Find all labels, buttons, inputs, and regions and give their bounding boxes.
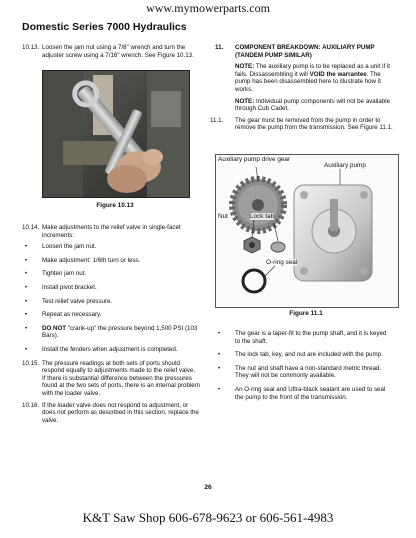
step-text: The gear must be removed from the pump in order to remove the pump from the transmission. See Figure 11.1. bbox=[235, 116, 393, 132]
note-availability bbox=[215, 98, 393, 113]
bullet: • bbox=[218, 385, 221, 393]
section-number: 11. bbox=[215, 44, 224, 51]
callout-drive-gear: Auxiliary pump drive gear bbox=[218, 156, 291, 163]
step-text: Loosen the jam nut using a 7/8" wrench and turn the adjuster screw using a 7/16" wrench. See Figure 10.13. bbox=[42, 44, 194, 59]
list-item-text: The lock tab, key, and nut are included with the pump. bbox=[235, 351, 383, 359]
list-item bbox=[22, 243, 200, 251]
step-10-15 bbox=[22, 360, 200, 398]
page-number: 26 bbox=[204, 484, 212, 491]
list-item-text: The nut and shaft have a non-standard metric thread. They will not be commonly available. bbox=[235, 364, 382, 380]
list-item bbox=[22, 270, 200, 278]
list-item-text: Make adjustment: 1/6th turn or less. bbox=[42, 256, 141, 264]
right-column bbox=[210, 44, 393, 136]
list-item-text: Install pivot bracket. bbox=[42, 283, 97, 291]
step-10-14 bbox=[22, 224, 200, 239]
callout-lock-tab: Lock tab bbox=[250, 213, 275, 220]
note-label: NOTE: bbox=[235, 63, 255, 71]
drive-gear-icon bbox=[232, 179, 284, 231]
step-11-1 bbox=[210, 116, 393, 132]
list-item bbox=[215, 351, 393, 359]
list-item bbox=[22, 346, 200, 354]
figure-11-1-caption: Figure 11.1 bbox=[289, 310, 323, 317]
list-item bbox=[215, 330, 393, 345]
warranty-bold: VOID the warrantee bbox=[309, 70, 367, 78]
warning-bold: DO NOT bbox=[42, 324, 67, 332]
step-10-13 bbox=[22, 44, 200, 59]
section-title: COMPONENT BREAKDOWN: AUXILIARY PUMP (TANDEM PUMP SIMILAR) bbox=[235, 44, 375, 59]
callout-nut: Nut bbox=[218, 213, 228, 220]
list-item bbox=[22, 284, 200, 292]
list-item-text: An O-ring seal and Ultra-black sealant are used to seal the pump to the front of the transmission. bbox=[235, 385, 386, 401]
list-item-text: Repeat as necessary. bbox=[42, 311, 102, 319]
figure-10-13-photo bbox=[42, 70, 190, 198]
list-item bbox=[22, 325, 200, 340]
left-column-lower bbox=[22, 224, 200, 428]
bullet: • bbox=[25, 324, 28, 332]
step-number: 10.14. bbox=[22, 224, 40, 231]
left-column bbox=[22, 44, 200, 63]
step-text: Make adjustments to the relief valve in single-facet increments: bbox=[42, 224, 181, 239]
bullet: • bbox=[218, 351, 221, 359]
figure-11-1 bbox=[215, 154, 399, 308]
note-text: Individual pump components will not be available through Cub Cadet. bbox=[235, 97, 391, 113]
list-item-text: The gear is a taper-fit to the pump shaft, and it is keyed to the shaft. bbox=[235, 330, 387, 345]
step-number: 11.1. bbox=[210, 116, 224, 124]
step-10-16 bbox=[22, 402, 200, 425]
bullet: • bbox=[25, 256, 28, 264]
bullet: • bbox=[218, 364, 221, 372]
wrench-adjustment-photo bbox=[43, 71, 189, 197]
step-text: The pressure readings at both sets of ports should respond equally to adjustments made to the relief valve. If there is substantial difference between the pressures found at the two sets of ports, there is an internal problem with the loader valve. bbox=[42, 359, 200, 397]
list-item bbox=[22, 257, 200, 265]
callout-pump: Auxiliary pump bbox=[324, 162, 366, 169]
section-heading bbox=[215, 44, 393, 59]
auxiliary-pump-photo bbox=[216, 155, 398, 307]
lock-tab-icon bbox=[271, 242, 285, 252]
callout-o-ring: O-ring seal bbox=[266, 259, 298, 266]
bullet: • bbox=[25, 345, 28, 353]
step-number: 10.13. bbox=[22, 44, 40, 51]
list-item-text: Test relief valve pressure. bbox=[42, 297, 113, 305]
note-label: NOTE: bbox=[235, 97, 255, 105]
note-text: The auxiliary pump is to be replaced as a unit if it fails. Dissassembling it will bbox=[235, 63, 390, 78]
bullet: • bbox=[218, 330, 221, 337]
note-text: . The pump has been disassembled here to illustrate how it works. bbox=[235, 70, 381, 93]
o-ring-icon bbox=[243, 270, 265, 292]
list-item bbox=[215, 386, 393, 401]
website-banner: www.mymowerparts.com bbox=[146, 1, 270, 15]
list-item bbox=[22, 298, 200, 306]
step-number: 10.15. bbox=[22, 359, 40, 367]
note-warranty bbox=[215, 63, 393, 93]
document-title: Domestic Series 7000 Hydraulics bbox=[22, 21, 187, 33]
contact-banner: K&T Saw Shop 606-678-9623 or 606-561-4983 bbox=[82, 510, 334, 525]
bullet: • bbox=[25, 270, 28, 278]
list-item-text: Install the fenders when adjustment is completed. bbox=[42, 345, 178, 353]
list-item-text: Loosen the jam nut. bbox=[42, 243, 97, 251]
list-item bbox=[215, 365, 393, 380]
step-text: If the loader valve does not respond to adjustment, or does not perform as described in this section, replace the valve. bbox=[42, 401, 199, 424]
step-number: 10.16. bbox=[22, 401, 40, 409]
list-item-text: Tighten jam nut. bbox=[42, 270, 87, 278]
bullet: • bbox=[25, 283, 28, 291]
bullet: • bbox=[25, 243, 28, 251]
list-item-text: "crank-up" the pressure beyond 1,500 PSI (103 Bars). bbox=[42, 324, 198, 340]
figure-10-13-caption: Figure 10.13 bbox=[96, 202, 134, 209]
nut-icon bbox=[244, 237, 260, 253]
bullet: • bbox=[25, 311, 28, 319]
bullet: • bbox=[25, 297, 28, 305]
right-column-lower bbox=[215, 330, 393, 407]
list-item bbox=[22, 311, 200, 319]
pump-body-icon bbox=[294, 185, 372, 281]
